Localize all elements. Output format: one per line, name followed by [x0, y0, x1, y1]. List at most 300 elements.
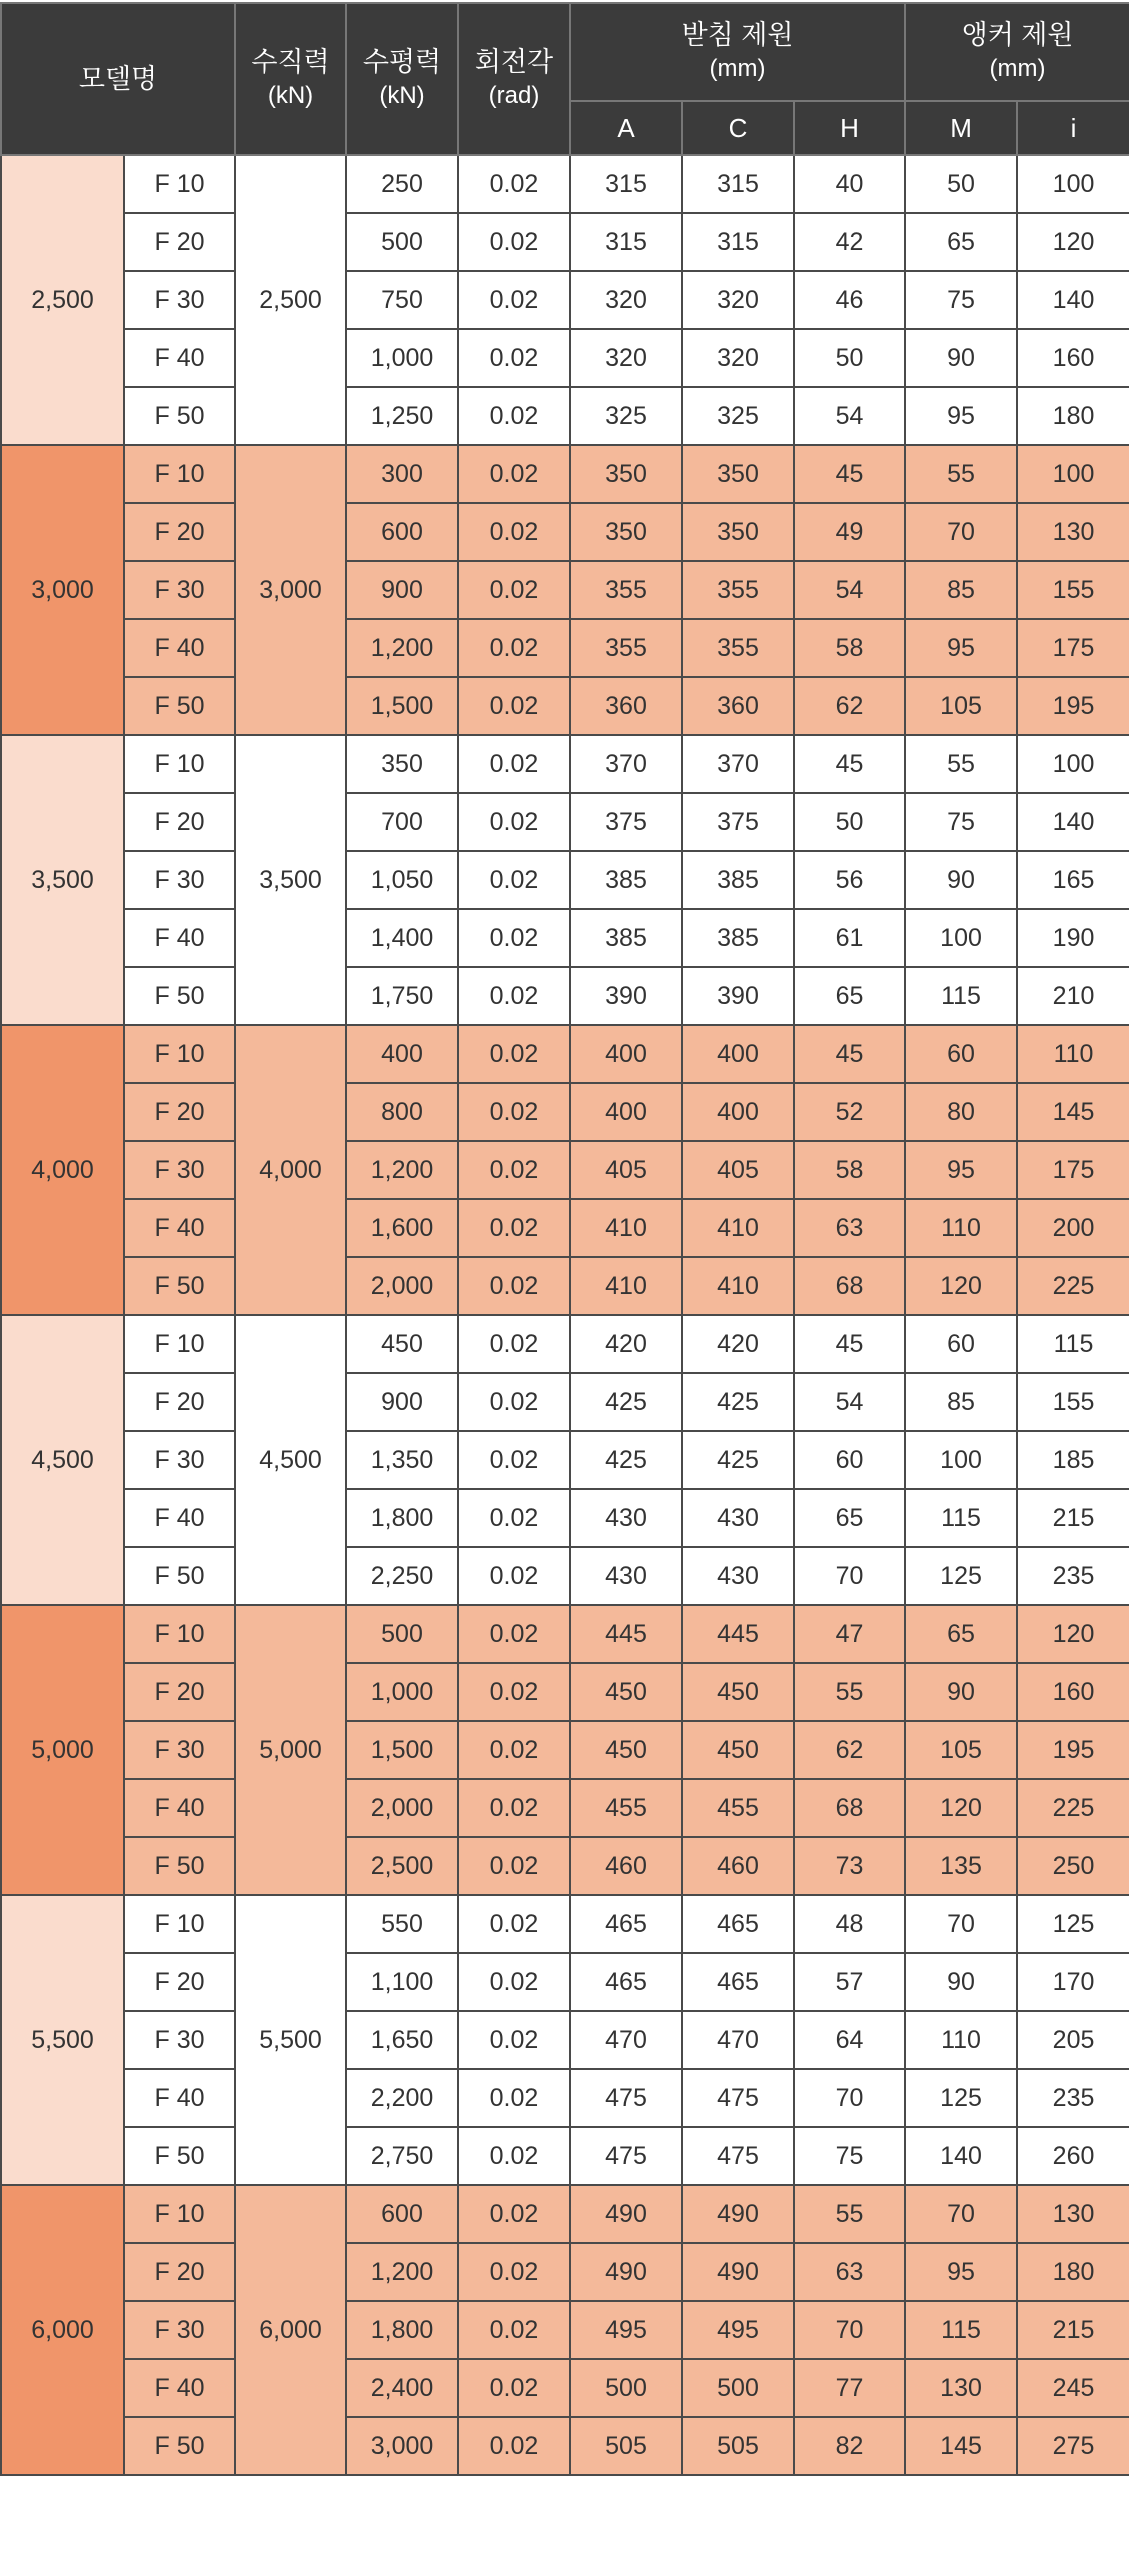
table-row — [1, 2127, 1129, 2185]
table-row — [1, 1663, 1129, 1721]
bearing-c-cell: 320 — [682, 329, 794, 387]
horizontal-force-cell: 1,500 — [346, 1721, 458, 1779]
rotation-cell: 0.02 — [458, 1547, 570, 1605]
type-cell: F 40 — [124, 619, 235, 677]
table-row — [1, 793, 1129, 851]
bearing-a-cell: 465 — [570, 1895, 682, 1953]
table-row — [1, 1895, 1129, 1953]
type-cell: F 50 — [124, 1547, 235, 1605]
bearing-h-cell: 45 — [794, 735, 905, 793]
bearing-c-cell: 495 — [682, 2301, 794, 2359]
anchor-m-cell: 120 — [905, 1779, 1017, 1837]
rotation-cell: 0.02 — [458, 213, 570, 271]
anchor-i-cell: 100 — [1017, 735, 1129, 793]
rotation-cell: 0.02 — [458, 1141, 570, 1199]
anchor-m-cell: 115 — [905, 2301, 1017, 2359]
anchor-m-cell: 70 — [905, 2185, 1017, 2243]
horizontal-force-cell: 1,350 — [346, 1431, 458, 1489]
rotation-cell: 0.02 — [458, 1895, 570, 1953]
anchor-i-cell: 160 — [1017, 329, 1129, 387]
bearing-a-cell: 460 — [570, 1837, 682, 1895]
anchor-m-cell: 105 — [905, 677, 1017, 735]
bearing-a-cell: 315 — [570, 155, 682, 213]
anchor-m-cell: 115 — [905, 967, 1017, 1025]
vertical-force-cell: 5,000 — [235, 1605, 346, 1895]
type-cell: F 20 — [124, 1083, 235, 1141]
model-cell: 4,500 — [1, 1315, 124, 1605]
bearing-c-cell: 400 — [682, 1025, 794, 1083]
bearing-a-cell: 410 — [570, 1257, 682, 1315]
bearing-a-cell: 375 — [570, 793, 682, 851]
table-row — [1, 1547, 1129, 1605]
type-cell: F 10 — [124, 155, 235, 213]
table-row — [1, 1315, 1129, 1373]
type-cell: F 40 — [124, 1779, 235, 1837]
anchor-i-cell: 205 — [1017, 2011, 1129, 2069]
table-row — [1, 2185, 1129, 2243]
horizontal-force-cell: 2,200 — [346, 2069, 458, 2127]
bearing-c-cell: 360 — [682, 677, 794, 735]
horizontal-force-cell: 3,000 — [346, 2417, 458, 2475]
table-row — [1, 1779, 1129, 1837]
bearing-h-cell: 75 — [794, 2127, 905, 2185]
bearing-a-cell: 370 — [570, 735, 682, 793]
anchor-i-cell: 155 — [1017, 561, 1129, 619]
bearing-h-cell: 45 — [794, 445, 905, 503]
bearing-h-cell: 50 — [794, 793, 905, 851]
bearing-h-cell: 54 — [794, 387, 905, 445]
table-row — [1, 1373, 1129, 1431]
horizontal-force-cell: 1,500 — [346, 677, 458, 735]
anchor-i-cell: 225 — [1017, 1257, 1129, 1315]
anchor-m-cell: 140 — [905, 2127, 1017, 2185]
horizontal-force-cell: 1,000 — [346, 1663, 458, 1721]
table-row — [1, 619, 1129, 677]
anchor-i-cell: 175 — [1017, 619, 1129, 677]
bearing-a-cell: 320 — [570, 271, 682, 329]
horizontal-force-cell: 1,800 — [346, 2301, 458, 2359]
bearing-h-cell: 50 — [794, 329, 905, 387]
bearing-h-cell: 68 — [794, 1779, 905, 1837]
type-cell: F 30 — [124, 561, 235, 619]
table-row — [1, 1025, 1129, 1083]
anchor-m-cell: 70 — [905, 503, 1017, 561]
table-row — [1, 2069, 1129, 2127]
anchor-m-cell: 100 — [905, 909, 1017, 967]
type-cell: F 10 — [124, 1025, 235, 1083]
bearing-c-cell: 410 — [682, 1257, 794, 1315]
type-cell: F 20 — [124, 213, 235, 271]
anchor-m-cell: 120 — [905, 1257, 1017, 1315]
rotation-cell: 0.02 — [458, 735, 570, 793]
bearing-c-cell: 465 — [682, 1953, 794, 2011]
type-cell: F 30 — [124, 851, 235, 909]
bearing-a-cell: 450 — [570, 1721, 682, 1779]
bearing-a-cell: 475 — [570, 2127, 682, 2185]
anchor-i-cell: 275 — [1017, 2417, 1129, 2475]
table-row — [1, 271, 1129, 329]
anchor-m-cell: 55 — [905, 445, 1017, 503]
type-cell: F 50 — [124, 1257, 235, 1315]
table-row — [1, 561, 1129, 619]
anchor-i-cell: 215 — [1017, 2301, 1129, 2359]
vertical-force-cell: 3,500 — [235, 735, 346, 1025]
bearing-c-cell: 450 — [682, 1721, 794, 1779]
header-sub-m: M — [905, 101, 1017, 155]
anchor-m-cell: 75 — [905, 793, 1017, 851]
rotation-cell: 0.02 — [458, 503, 570, 561]
bearing-a-cell: 450 — [570, 1663, 682, 1721]
header-bearing-label: 받침 제원 — [681, 20, 794, 50]
anchor-i-cell: 130 — [1017, 503, 1129, 561]
bearing-h-cell: 63 — [794, 1199, 905, 1257]
bearing-c-cell: 450 — [682, 1663, 794, 1721]
anchor-m-cell: 65 — [905, 1605, 1017, 1663]
rotation-cell: 0.02 — [458, 1025, 570, 1083]
model-cell: 3,500 — [1, 735, 124, 1025]
anchor-m-cell: 110 — [905, 1199, 1017, 1257]
table-row — [1, 445, 1129, 503]
type-cell: F 30 — [124, 2301, 235, 2359]
bearing-h-cell: 62 — [794, 1721, 905, 1779]
rotation-cell: 0.02 — [458, 271, 570, 329]
anchor-i-cell: 180 — [1017, 387, 1129, 445]
bearing-a-cell: 425 — [570, 1373, 682, 1431]
type-cell: F 50 — [124, 2127, 235, 2185]
bearing-h-cell: 61 — [794, 909, 905, 967]
rotation-cell: 0.02 — [458, 619, 570, 677]
anchor-m-cell: 60 — [905, 1315, 1017, 1373]
table-row — [1, 909, 1129, 967]
anchor-m-cell: 95 — [905, 387, 1017, 445]
bearing-h-cell: 70 — [794, 2301, 905, 2359]
bearing-c-cell: 430 — [682, 1547, 794, 1605]
anchor-m-cell: 125 — [905, 2069, 1017, 2127]
horizontal-force-cell: 2,750 — [346, 2127, 458, 2185]
anchor-m-cell: 110 — [905, 2011, 1017, 2069]
anchor-m-cell: 145 — [905, 2417, 1017, 2475]
bearing-a-cell: 410 — [570, 1199, 682, 1257]
bearing-h-cell: 70 — [794, 1547, 905, 1605]
anchor-i-cell: 175 — [1017, 1141, 1129, 1199]
bearing-a-cell: 430 — [570, 1489, 682, 1547]
anchor-m-cell: 125 — [905, 1547, 1017, 1605]
table-row — [1, 1431, 1129, 1489]
table-row — [1, 2417, 1129, 2475]
bearing-c-cell: 375 — [682, 793, 794, 851]
bearing-h-cell: 46 — [794, 271, 905, 329]
header-vertical — [235, 3, 346, 155]
header-rotation-label: 회전각 — [474, 47, 554, 77]
header-anchor-unit: (mm) — [989, 55, 1046, 82]
type-cell: F 30 — [124, 1721, 235, 1779]
anchor-i-cell: 120 — [1017, 213, 1129, 271]
rotation-cell: 0.02 — [458, 1721, 570, 1779]
bearing-a-cell: 315 — [570, 213, 682, 271]
model-cell: 4,000 — [1, 1025, 124, 1315]
header-sub-h: H — [794, 101, 905, 155]
bearing-c-cell: 370 — [682, 735, 794, 793]
table-header — [1, 3, 1129, 155]
vertical-force-cell: 3,000 — [235, 445, 346, 735]
bearing-h-cell: 58 — [794, 619, 905, 677]
rotation-cell: 0.02 — [458, 2069, 570, 2127]
anchor-m-cell: 90 — [905, 1663, 1017, 1721]
bearing-h-cell: 82 — [794, 2417, 905, 2475]
table-row — [1, 503, 1129, 561]
bearing-c-cell: 315 — [682, 155, 794, 213]
table-row — [1, 2359, 1129, 2417]
type-cell: F 40 — [124, 329, 235, 387]
horizontal-force-cell: 2,250 — [346, 1547, 458, 1605]
horizontal-force-cell: 600 — [346, 503, 458, 561]
horizontal-force-cell: 900 — [346, 561, 458, 619]
horizontal-force-cell: 350 — [346, 735, 458, 793]
header-horizontal — [346, 3, 458, 155]
anchor-i-cell: 160 — [1017, 1663, 1129, 1721]
bearing-a-cell: 360 — [570, 677, 682, 735]
header-model: 모델명 — [1, 3, 235, 155]
bearing-c-cell: 410 — [682, 1199, 794, 1257]
type-cell: F 20 — [124, 503, 235, 561]
bearing-h-cell: 56 — [794, 851, 905, 909]
anchor-m-cell: 75 — [905, 271, 1017, 329]
horizontal-force-cell: 1,400 — [346, 909, 458, 967]
anchor-m-cell: 80 — [905, 1083, 1017, 1141]
header-sub-c: C — [682, 101, 794, 155]
anchor-m-cell: 50 — [905, 155, 1017, 213]
type-cell: F 40 — [124, 2069, 235, 2127]
anchor-i-cell: 130 — [1017, 2185, 1129, 2243]
horizontal-force-cell: 1,200 — [346, 1141, 458, 1199]
table-row — [1, 1837, 1129, 1895]
anchor-i-cell: 235 — [1017, 2069, 1129, 2127]
bearing-h-cell: 45 — [794, 1025, 905, 1083]
rotation-cell: 0.02 — [458, 2127, 570, 2185]
type-cell: F 20 — [124, 793, 235, 851]
anchor-m-cell: 90 — [905, 851, 1017, 909]
table-row — [1, 967, 1129, 1025]
horizontal-force-cell: 700 — [346, 793, 458, 851]
table-row — [1, 1257, 1129, 1315]
table-row — [1, 677, 1129, 735]
anchor-i-cell: 210 — [1017, 967, 1129, 1025]
type-cell: F 20 — [124, 1663, 235, 1721]
horizontal-force-cell: 1,600 — [346, 1199, 458, 1257]
anchor-m-cell: 100 — [905, 1431, 1017, 1489]
anchor-i-cell: 190 — [1017, 909, 1129, 967]
horizontal-force-cell: 450 — [346, 1315, 458, 1373]
horizontal-force-cell: 1,000 — [346, 329, 458, 387]
rotation-cell: 0.02 — [458, 1779, 570, 1837]
bearing-c-cell: 315 — [682, 213, 794, 271]
anchor-i-cell: 140 — [1017, 793, 1129, 851]
horizontal-force-cell: 500 — [346, 1605, 458, 1663]
bearing-c-cell: 475 — [682, 2069, 794, 2127]
bearing-h-cell: 64 — [794, 2011, 905, 2069]
type-cell: F 10 — [124, 445, 235, 503]
anchor-i-cell: 170 — [1017, 1953, 1129, 2011]
bearing-c-cell: 460 — [682, 1837, 794, 1895]
anchor-i-cell: 140 — [1017, 271, 1129, 329]
rotation-cell: 0.02 — [458, 387, 570, 445]
anchor-i-cell: 125 — [1017, 1895, 1129, 1953]
rotation-cell: 0.02 — [458, 1837, 570, 1895]
bearing-h-cell: 62 — [794, 677, 905, 735]
model-cell: 5,000 — [1, 1605, 124, 1895]
bearing-c-cell: 475 — [682, 2127, 794, 2185]
anchor-m-cell: 95 — [905, 2243, 1017, 2301]
horizontal-force-cell: 500 — [346, 213, 458, 271]
bearing-c-cell: 405 — [682, 1141, 794, 1199]
type-cell: F 50 — [124, 1837, 235, 1895]
bearing-h-cell: 49 — [794, 503, 905, 561]
rotation-cell: 0.02 — [458, 1953, 570, 2011]
vertical-force-cell: 4,000 — [235, 1025, 346, 1315]
type-cell: F 10 — [124, 2185, 235, 2243]
horizontal-force-cell: 400 — [346, 1025, 458, 1083]
bearing-c-cell: 390 — [682, 967, 794, 1025]
type-cell: F 50 — [124, 677, 235, 735]
table-row — [1, 2243, 1129, 2301]
horizontal-force-cell: 1,750 — [346, 967, 458, 1025]
rotation-cell: 0.02 — [458, 909, 570, 967]
header-anchor-label: 앵커 제원 — [961, 20, 1074, 50]
table-row — [1, 1605, 1129, 1663]
model-cell: 3,000 — [1, 445, 124, 735]
header-bearing — [570, 3, 905, 101]
table-row — [1, 1083, 1129, 1141]
table-row — [1, 1721, 1129, 1779]
type-cell: F 10 — [124, 1605, 235, 1663]
bearing-h-cell: 65 — [794, 967, 905, 1025]
horizontal-force-cell: 1,100 — [346, 1953, 458, 2011]
bearing-c-cell: 425 — [682, 1373, 794, 1431]
anchor-m-cell: 115 — [905, 1489, 1017, 1547]
type-cell: F 30 — [124, 1141, 235, 1199]
bearing-h-cell: 47 — [794, 1605, 905, 1663]
table-row — [1, 1489, 1129, 1547]
rotation-cell: 0.02 — [458, 1315, 570, 1373]
header-rotation-unit: (rad) — [488, 82, 540, 109]
bearing-a-cell: 405 — [570, 1141, 682, 1199]
header-vertical-unit: (kN) — [267, 82, 314, 109]
bearing-a-cell: 390 — [570, 967, 682, 1025]
bearing-c-cell: 350 — [682, 503, 794, 561]
horizontal-force-cell: 1,250 — [346, 387, 458, 445]
rotation-cell: 0.02 — [458, 2417, 570, 2475]
type-cell: F 50 — [124, 387, 235, 445]
type-cell: F 20 — [124, 1953, 235, 2011]
bearing-a-cell: 490 — [570, 2243, 682, 2301]
type-cell: F 40 — [124, 1489, 235, 1547]
header-horizontal-unit: (kN) — [379, 82, 425, 109]
bearing-c-cell: 325 — [682, 387, 794, 445]
bearing-a-cell: 495 — [570, 2301, 682, 2359]
header-bearing-unit: (mm) — [709, 55, 766, 82]
type-cell: F 30 — [124, 1431, 235, 1489]
type-cell: F 10 — [124, 735, 235, 793]
bearing-h-cell: 77 — [794, 2359, 905, 2417]
bearing-c-cell: 385 — [682, 851, 794, 909]
rotation-cell: 0.02 — [458, 2301, 570, 2359]
table-body — [1, 155, 1129, 2475]
horizontal-force-cell: 1,650 — [346, 2011, 458, 2069]
horizontal-force-cell: 2,500 — [346, 1837, 458, 1895]
bearing-c-cell: 455 — [682, 1779, 794, 1837]
horizontal-force-cell: 1,200 — [346, 619, 458, 677]
type-cell: F 10 — [124, 1895, 235, 1953]
bearing-h-cell: 42 — [794, 213, 905, 271]
anchor-i-cell: 260 — [1017, 2127, 1129, 2185]
anchor-i-cell: 185 — [1017, 1431, 1129, 1489]
type-cell: F 10 — [124, 1315, 235, 1373]
anchor-i-cell: 100 — [1017, 155, 1129, 213]
bearing-h-cell: 68 — [794, 1257, 905, 1315]
bearing-c-cell: 465 — [682, 1895, 794, 1953]
bearing-h-cell: 52 — [794, 1083, 905, 1141]
bearing-a-cell: 385 — [570, 851, 682, 909]
table-row — [1, 387, 1129, 445]
anchor-i-cell: 195 — [1017, 1721, 1129, 1779]
vertical-force-cell: 2,500 — [235, 155, 346, 445]
horizontal-force-cell: 550 — [346, 1895, 458, 1953]
anchor-m-cell: 90 — [905, 329, 1017, 387]
table-row — [1, 155, 1129, 213]
header-rotation — [458, 3, 570, 155]
bearing-h-cell: 65 — [794, 1489, 905, 1547]
bearing-c-cell: 430 — [682, 1489, 794, 1547]
horizontal-force-cell: 900 — [346, 1373, 458, 1431]
bearing-a-cell: 455 — [570, 1779, 682, 1837]
type-cell: F 40 — [124, 1199, 235, 1257]
bearing-h-cell: 54 — [794, 1373, 905, 1431]
rotation-cell: 0.02 — [458, 2011, 570, 2069]
bearing-a-cell: 320 — [570, 329, 682, 387]
header-vertical-label: 수직력 — [251, 47, 330, 77]
horizontal-force-cell: 600 — [346, 2185, 458, 2243]
anchor-m-cell: 130 — [905, 2359, 1017, 2417]
table-row — [1, 735, 1129, 793]
type-cell: F 20 — [124, 1373, 235, 1431]
model-cell: 2,500 — [1, 155, 124, 445]
bearing-h-cell: 73 — [794, 1837, 905, 1895]
bearing-h-cell: 48 — [794, 1895, 905, 1953]
rotation-cell: 0.02 — [458, 561, 570, 619]
horizontal-force-cell: 800 — [346, 1083, 458, 1141]
table-row — [1, 2301, 1129, 2359]
bearing-c-cell: 500 — [682, 2359, 794, 2417]
anchor-m-cell: 90 — [905, 1953, 1017, 2011]
bearing-c-cell: 425 — [682, 1431, 794, 1489]
rotation-cell: 0.02 — [458, 2243, 570, 2301]
table-row — [1, 2011, 1129, 2069]
rotation-cell: 0.02 — [458, 2185, 570, 2243]
table-row — [1, 1141, 1129, 1199]
horizontal-force-cell: 1,200 — [346, 2243, 458, 2301]
anchor-i-cell: 110 — [1017, 1025, 1129, 1083]
bearing-h-cell: 55 — [794, 2185, 905, 2243]
rotation-cell: 0.02 — [458, 1663, 570, 1721]
bearing-a-cell: 420 — [570, 1315, 682, 1373]
bearing-a-cell: 355 — [570, 619, 682, 677]
bearing-h-cell: 57 — [794, 1953, 905, 2011]
rotation-cell: 0.02 — [458, 155, 570, 213]
anchor-m-cell: 85 — [905, 1373, 1017, 1431]
bearing-a-cell: 465 — [570, 1953, 682, 2011]
bearing-c-cell: 490 — [682, 2243, 794, 2301]
bearing-c-cell: 350 — [682, 445, 794, 503]
